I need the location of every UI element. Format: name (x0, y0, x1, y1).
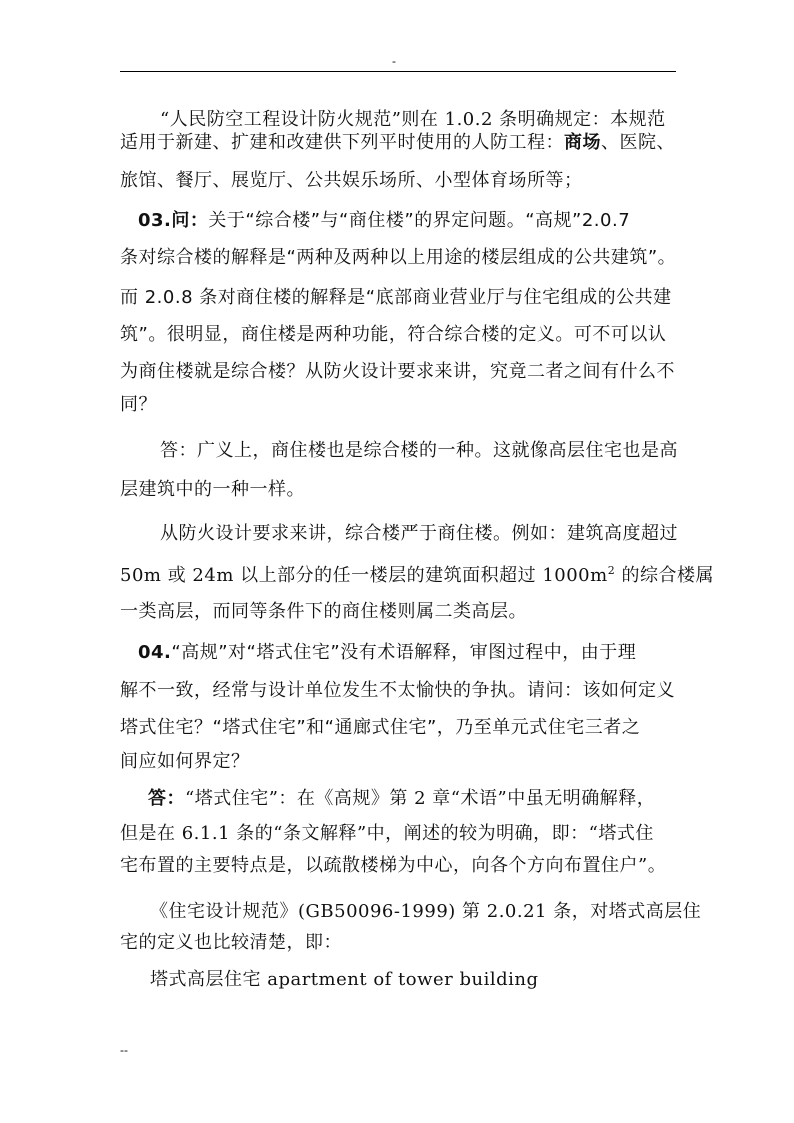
a04-line-5: 宅的定义也比较清楚，即： (120, 932, 342, 953)
a04-line-1-text: “塔式住宅”：在《高规》第 2 章“术语”中虽无明确解释， (185, 788, 656, 809)
q03-line-5: 为商住楼就是综合楼？从防火设计要求来讲，究竟二者之间有什么不 (120, 361, 675, 382)
p1-bold-term: 商场 (564, 132, 601, 153)
q03-line-3: 而 2.0.8 条对商住楼的解释是“底部商业营业厅与住宅组成的公共建 (120, 287, 672, 308)
page-footer-mark: -- (120, 1043, 128, 1057)
q03-line-2: 条对综合楼的解释是“两种及两种以上用途的楼层组成的公共建筑”。 (120, 247, 677, 268)
a03-line-4-text: 50m 或 24m 以上部分的任一楼层的建筑面积超过 1000m (120, 565, 608, 586)
a04-line-3: 宅布置的主要特点是，以疏散楼梯为中心，向各个方向布置住户”。 (120, 855, 667, 876)
a03-line-5: 一类高层，而同等条件下的商住楼则属二类高层。 (120, 601, 527, 622)
a04-label: 答： (148, 788, 185, 809)
p1-line-2 (120, 131, 675, 155)
q03-line-1-text: 关于“综合楼”与“商住楼”的界定问题。“高规”2.0.7 (208, 210, 631, 231)
q04-line-3: 塔式住宅？“塔式住宅”和“通廊式住宅”，乃至单元式住宅三者之 (120, 717, 641, 738)
q03-line-1 (138, 209, 630, 233)
a03-line-4 (120, 564, 714, 588)
page-header-mark: - (392, 54, 396, 68)
a03-line-3: 从防火设计要求来讲，综合楼严于商住楼。例如：建筑高度超过 (160, 523, 678, 544)
a03-line-2: 层建筑中的一种一样。 (120, 479, 305, 500)
q04-label: 04. (138, 642, 172, 663)
p1-line-2-text: 适用于新建、扩建和改建供下列平时使用的人防工程： (120, 132, 564, 153)
a03-line-1: 答：广义上，商住楼也是综合楼的一种。这就像高层住宅也是高 (160, 440, 678, 461)
q04-line-1 (138, 641, 636, 665)
area-unit-superscript: 2 (607, 564, 616, 577)
a04-line-1 (148, 787, 655, 811)
q03-label: 03.问： (138, 210, 209, 231)
q03-line-6: 同？ (120, 394, 157, 415)
p1-line-1: “人民防空工程设计防火规范”则在 1.0.2 条明确规定：本规范 (160, 109, 666, 130)
p1-line-3: 旅馆、餐厅、展览厅、公共娱乐场所、小型体育场所等； (120, 170, 583, 191)
q03-line-4: 筑”。很明显，商住楼是两种功能，符合综合楼的定义。可不可以认 (120, 324, 667, 345)
p1-line-2-tail: 、医院、 (601, 132, 675, 153)
q04-line-4: 间应如何界定？ (120, 751, 250, 772)
q04-line-1-text: “高规”对“塔式住宅”没有术语解释，审图过程中，由于理 (171, 642, 637, 663)
a04-line-4: 《住宅设计规范》(GB50096-1999) 第 2.0.21 条，对塔式高层住 (150, 901, 702, 922)
a04-line-6: 塔式高层住宅 apartment of tower building (150, 969, 539, 990)
header-rule (120, 71, 676, 72)
a03-line-4-tail: 的综合楼属 (615, 565, 714, 586)
q04-line-2: 解不一致，经常与设计单位发生不太愉快的争执。请问：该如何定义 (120, 680, 675, 701)
a04-line-2: 但是在 6.1.1 条的“条文解释”中，阐述的较为明确，即：“塔式住 (120, 823, 654, 844)
